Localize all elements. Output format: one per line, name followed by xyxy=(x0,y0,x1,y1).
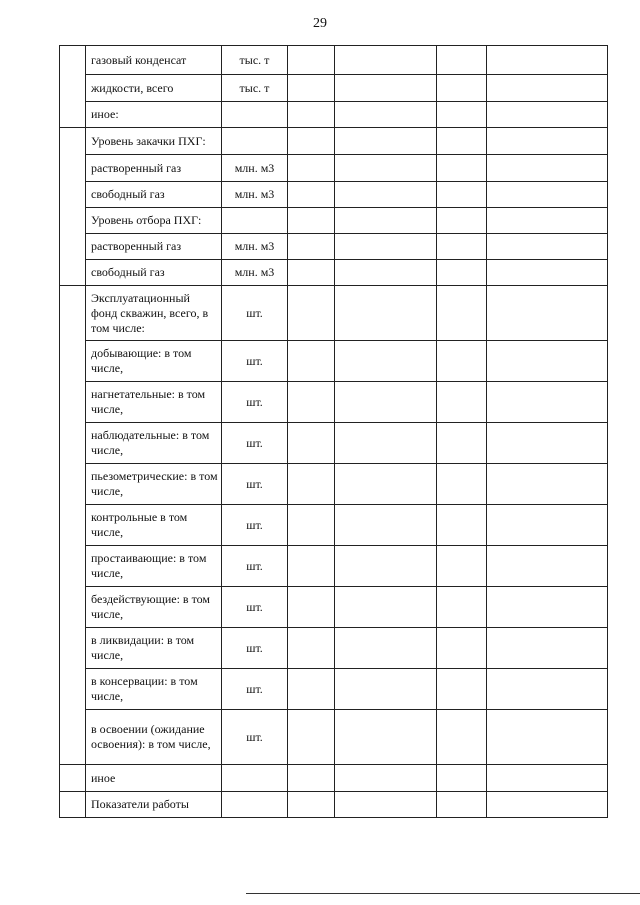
row-unit: шт. xyxy=(222,628,288,669)
value-cell xyxy=(335,628,437,669)
row-name: в освоении (ожидание освоения): в том числе, xyxy=(86,710,222,765)
value-cell xyxy=(487,587,608,628)
value-cell xyxy=(288,710,335,765)
value-cell xyxy=(335,46,437,75)
value-cell xyxy=(437,587,487,628)
table-row xyxy=(60,464,608,505)
value-cell xyxy=(487,710,608,765)
row-name: иное xyxy=(86,765,222,792)
table-row xyxy=(60,182,608,208)
row-name: иное: xyxy=(86,102,222,128)
value-cell xyxy=(437,182,487,208)
row-name: свободный газ xyxy=(86,260,222,286)
value-cell xyxy=(437,260,487,286)
row-unit: тыс. т xyxy=(222,46,288,75)
value-cell xyxy=(335,505,437,546)
value-cell xyxy=(437,75,487,102)
value-cell xyxy=(335,234,437,260)
row-unit xyxy=(222,102,288,128)
row-unit: шт. xyxy=(222,669,288,710)
value-cell xyxy=(335,208,437,234)
table-row xyxy=(60,505,608,546)
value-cell xyxy=(487,46,608,75)
row-name: в консервации: в том числе, xyxy=(86,669,222,710)
value-cell xyxy=(487,75,608,102)
row-unit: шт. xyxy=(222,464,288,505)
value-cell xyxy=(437,286,487,341)
row-unit: шт. xyxy=(222,505,288,546)
value-cell xyxy=(487,234,608,260)
value-cell xyxy=(487,128,608,155)
value-cell xyxy=(437,46,487,75)
table-row xyxy=(60,102,608,128)
value-cell xyxy=(487,102,608,128)
value-cell xyxy=(288,341,335,382)
value-cell xyxy=(335,587,437,628)
value-cell xyxy=(288,423,335,464)
table-row xyxy=(60,75,608,102)
row-unit xyxy=(222,792,288,818)
value-cell xyxy=(437,382,487,423)
row-name: наблюдательные: в том числе, xyxy=(86,423,222,464)
row-name: в ликвидации: в том числе, xyxy=(86,628,222,669)
table-row xyxy=(60,260,608,286)
row-name: жидкости, всего xyxy=(86,75,222,102)
value-cell xyxy=(487,628,608,669)
value-cell xyxy=(335,128,437,155)
value-cell xyxy=(487,341,608,382)
group-cell xyxy=(60,286,86,765)
page-bottom-rule xyxy=(246,893,640,894)
row-unit: шт. xyxy=(222,423,288,464)
value-cell xyxy=(437,234,487,260)
value-cell xyxy=(288,505,335,546)
value-cell xyxy=(487,208,608,234)
row-unit: млн. м3 xyxy=(222,182,288,208)
row-unit: млн. м3 xyxy=(222,234,288,260)
table-row xyxy=(60,628,608,669)
table-row xyxy=(60,710,608,765)
table-row xyxy=(60,341,608,382)
indicators-table xyxy=(59,45,608,818)
value-cell xyxy=(487,423,608,464)
table-row xyxy=(60,423,608,464)
value-cell xyxy=(437,423,487,464)
value-cell xyxy=(288,46,335,75)
value-cell xyxy=(437,155,487,182)
row-unit xyxy=(222,208,288,234)
value-cell xyxy=(335,155,437,182)
row-unit: млн. м3 xyxy=(222,155,288,182)
value-cell xyxy=(335,102,437,128)
value-cell xyxy=(288,792,335,818)
row-name: Уровень закачки ПХГ: xyxy=(86,128,222,155)
value-cell xyxy=(288,128,335,155)
row-unit: тыс. т xyxy=(222,75,288,102)
value-cell xyxy=(335,182,437,208)
value-cell xyxy=(437,102,487,128)
table-row xyxy=(60,546,608,587)
value-cell xyxy=(288,182,335,208)
value-cell xyxy=(335,546,437,587)
value-cell xyxy=(288,286,335,341)
value-cell xyxy=(335,765,437,792)
value-cell xyxy=(437,765,487,792)
group-cell xyxy=(60,128,86,286)
row-name: Показатели работы xyxy=(86,792,222,818)
row-name: бездействующие: в том числе, xyxy=(86,587,222,628)
value-cell xyxy=(437,792,487,818)
row-unit: шт. xyxy=(222,546,288,587)
table-row xyxy=(60,765,608,792)
value-cell xyxy=(288,260,335,286)
value-cell xyxy=(487,382,608,423)
row-unit: шт. xyxy=(222,382,288,423)
row-unit xyxy=(222,765,288,792)
value-cell xyxy=(335,260,437,286)
value-cell xyxy=(288,155,335,182)
row-name: растворенный газ xyxy=(86,155,222,182)
row-unit: шт. xyxy=(222,286,288,341)
page-number: 29 xyxy=(313,16,327,31)
row-name: свободный газ xyxy=(86,182,222,208)
table-row xyxy=(60,669,608,710)
value-cell xyxy=(437,208,487,234)
value-cell xyxy=(335,341,437,382)
row-name: нагнетательные: в том числе, xyxy=(86,382,222,423)
value-cell xyxy=(288,382,335,423)
value-cell xyxy=(437,546,487,587)
table-row xyxy=(60,208,608,234)
value-cell xyxy=(335,792,437,818)
table-row xyxy=(60,234,608,260)
row-unit: шт. xyxy=(222,587,288,628)
group-cell xyxy=(60,765,86,792)
row-name: простаивающие: в том числе, xyxy=(86,546,222,587)
table-row xyxy=(60,286,608,341)
row-unit: шт. xyxy=(222,710,288,765)
value-cell xyxy=(487,286,608,341)
table-row xyxy=(60,382,608,423)
value-cell xyxy=(437,128,487,155)
value-cell xyxy=(437,710,487,765)
value-cell xyxy=(288,669,335,710)
value-cell xyxy=(335,669,437,710)
value-cell xyxy=(487,505,608,546)
row-name: растворенный газ xyxy=(86,234,222,260)
value-cell xyxy=(288,628,335,669)
value-cell xyxy=(335,464,437,505)
value-cell xyxy=(487,765,608,792)
value-cell xyxy=(487,464,608,505)
value-cell xyxy=(335,423,437,464)
value-cell xyxy=(487,792,608,818)
group-cell xyxy=(60,46,86,128)
row-unit: шт. xyxy=(222,341,288,382)
table-row xyxy=(60,128,608,155)
value-cell xyxy=(487,546,608,587)
value-cell xyxy=(288,75,335,102)
table-row xyxy=(60,587,608,628)
table-row xyxy=(60,46,608,75)
value-cell xyxy=(335,286,437,341)
value-cell xyxy=(487,260,608,286)
value-cell xyxy=(288,234,335,260)
value-cell xyxy=(437,505,487,546)
value-cell xyxy=(437,669,487,710)
value-cell xyxy=(437,464,487,505)
value-cell xyxy=(288,587,335,628)
row-unit xyxy=(222,128,288,155)
row-unit: млн. м3 xyxy=(222,260,288,286)
table-row xyxy=(60,792,608,818)
value-cell xyxy=(288,765,335,792)
group-cell xyxy=(60,792,86,818)
row-name: Уровень отбора ПХГ: xyxy=(86,208,222,234)
value-cell xyxy=(437,341,487,382)
table-row xyxy=(60,155,608,182)
row-name: контрольные в том числе, xyxy=(86,505,222,546)
row-name: газовый конденсат xyxy=(86,46,222,75)
value-cell xyxy=(288,102,335,128)
value-cell xyxy=(335,75,437,102)
value-cell xyxy=(487,669,608,710)
row-name: добывающие: в том числе, xyxy=(86,341,222,382)
value-cell xyxy=(487,182,608,208)
value-cell xyxy=(288,208,335,234)
value-cell xyxy=(335,382,437,423)
value-cell xyxy=(487,155,608,182)
value-cell xyxy=(288,464,335,505)
value-cell xyxy=(437,628,487,669)
value-cell xyxy=(288,546,335,587)
row-name: Эксплуатационный фонд скважин, всего, в том числе: xyxy=(86,286,222,341)
row-name: пьезометрические: в том числе, xyxy=(86,464,222,505)
value-cell xyxy=(335,710,437,765)
